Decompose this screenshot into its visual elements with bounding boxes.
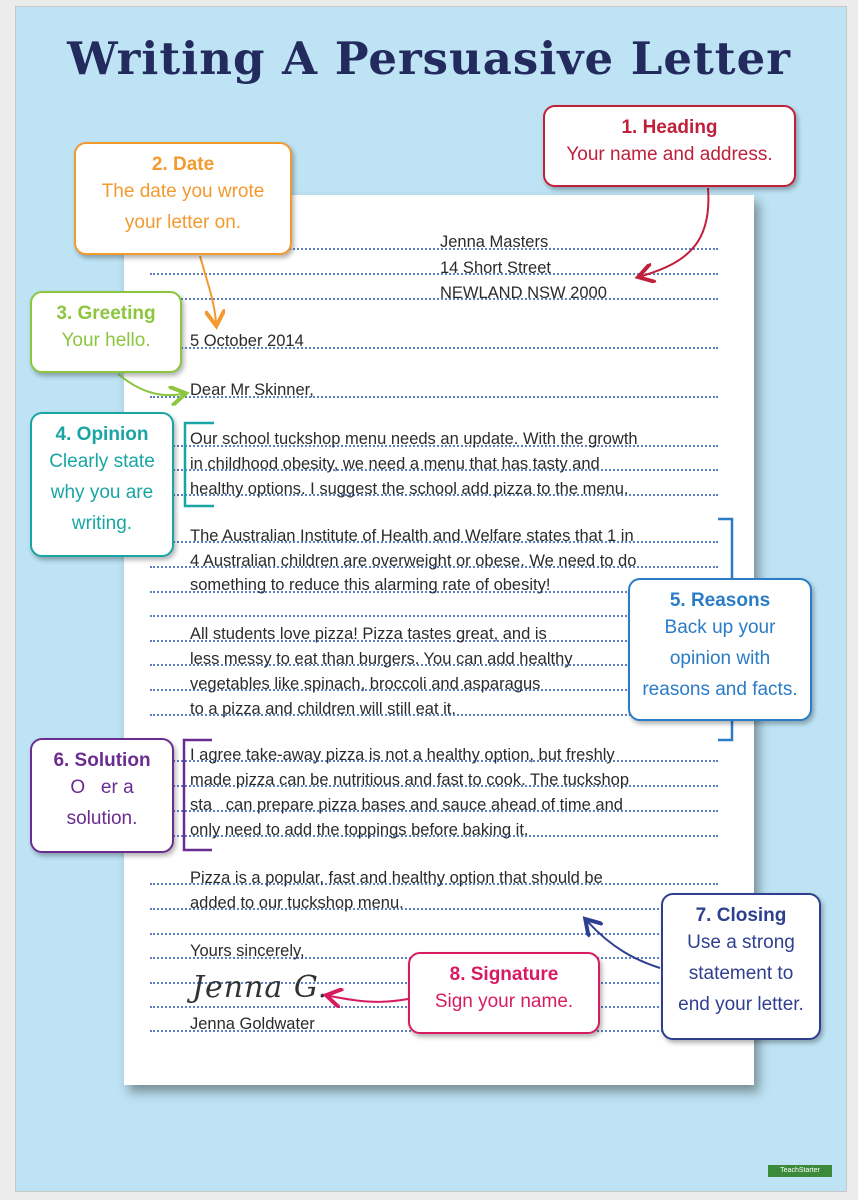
teachstarter-logo: TeachStarter	[768, 1165, 832, 1177]
reason-line: something to reduce this alarming rate of obesity!	[190, 576, 551, 594]
greeting-arrow	[118, 374, 182, 395]
greeting-callout-title: 3. Greeting	[56, 303, 156, 324]
reasons-callout	[628, 578, 812, 721]
solution-callout-text: solution.	[66, 808, 138, 829]
letter-date: 5 October 2014	[190, 332, 304, 350]
opinion-callout-text: Clearly state	[49, 451, 155, 472]
heading-callout-text: Your name and address.	[566, 144, 773, 165]
opinion-line: Our school tuckshop menu needs an update. With the growth	[190, 430, 638, 448]
reason-line: to a pizza and children will still eat it.	[190, 700, 456, 718]
date-callout	[74, 142, 292, 255]
reasons-callout-text: Back up your	[664, 617, 776, 638]
opinion-callout-text: writing.	[71, 513, 133, 534]
signature-callout-text: Sign your name.	[434, 991, 574, 1012]
opinion-bracket	[185, 423, 214, 506]
reason-line: All students love pizza! Pizza tastes great, and is	[190, 625, 547, 643]
heading-arrow	[642, 188, 708, 276]
reasons-callout-title: 5. Reasons	[669, 590, 771, 611]
solution-line: made pizza can be nutritious and fast to cook. The tuckshop	[190, 771, 630, 789]
signature-arrow	[330, 996, 408, 1002]
heading-callout-title: 1. Heading	[621, 117, 718, 138]
opinion-callout	[30, 412, 174, 557]
signature-callout-title: 8. Signature	[449, 964, 559, 985]
date-callout-text: your letter on.	[124, 212, 242, 233]
reason-line: 4 Australian children are overweight or obese. We need to do	[190, 552, 637, 570]
closing-callout-text: Use a strong	[687, 932, 795, 953]
greeting-callout	[30, 291, 182, 373]
closing-callout-text: end your letter.	[678, 994, 804, 1015]
date-callout-text: The date you wrote	[101, 181, 265, 202]
solution-line: only need to add the toppings before baking it.	[190, 821, 529, 839]
closing-line: added to our tuckshop menu.	[190, 894, 404, 912]
address-line: NEWLAND NSW 2000	[440, 284, 607, 302]
page-title: Writing A Persuasive Letter	[67, 32, 791, 85]
letter-closing: Yours sincerely,	[190, 942, 305, 960]
solution-callout-title: 6. Solution	[53, 750, 151, 771]
date-arrow	[200, 256, 216, 322]
opinion-callout-title: 4. Opinion	[55, 424, 149, 445]
solution-callout	[30, 738, 174, 853]
solution-callout-text: O er a	[70, 777, 134, 798]
opinion-line: in childhood obesity, we need a menu that has tasty and	[190, 455, 600, 473]
opinion-line: healthy options. I suggest the school add pizza to the menu.	[190, 480, 629, 498]
reason-line: The Australian Institute of Health and Welfare states that 1 in	[190, 527, 634, 545]
address-line: Jenna Masters	[440, 233, 549, 251]
reasons-callout-text: opinion with	[669, 648, 771, 669]
closing-callout-title: 7. Closing	[695, 905, 787, 926]
reason-line: vegetables like spinach, broccoli and asparagus	[190, 675, 541, 693]
closing-callout-text: statement to	[688, 963, 794, 984]
reason-line: less messy to eat than burgers. You can add healthy	[190, 650, 573, 668]
closing-callout	[661, 893, 821, 1040]
letter-greeting: Dear Mr Skinner,	[190, 381, 314, 399]
solution-line: sta can prepare pizza bases and sauce ahead of time and	[190, 796, 623, 814]
signature-callout	[408, 952, 600, 1034]
solution-line: I agree take-away pizza is not a healthy option, but freshly	[190, 746, 615, 764]
heading-callout	[543, 105, 796, 187]
date-callout-title: 2. Date	[151, 154, 215, 175]
handwritten-signature: Jenna G.	[192, 970, 329, 1005]
address-line: 14 Short Street	[440, 259, 551, 277]
opinion-callout-text: why you are	[50, 482, 154, 503]
closing-line: Pizza is a popular, fast and healthy option that should be	[190, 869, 603, 887]
reasons-callout-text: reasons and facts.	[642, 679, 798, 700]
greeting-callout-text: Your hello.	[61, 330, 151, 351]
solution-bracket	[184, 740, 212, 850]
letter-sender-name: Jenna Goldwater	[190, 1015, 315, 1033]
